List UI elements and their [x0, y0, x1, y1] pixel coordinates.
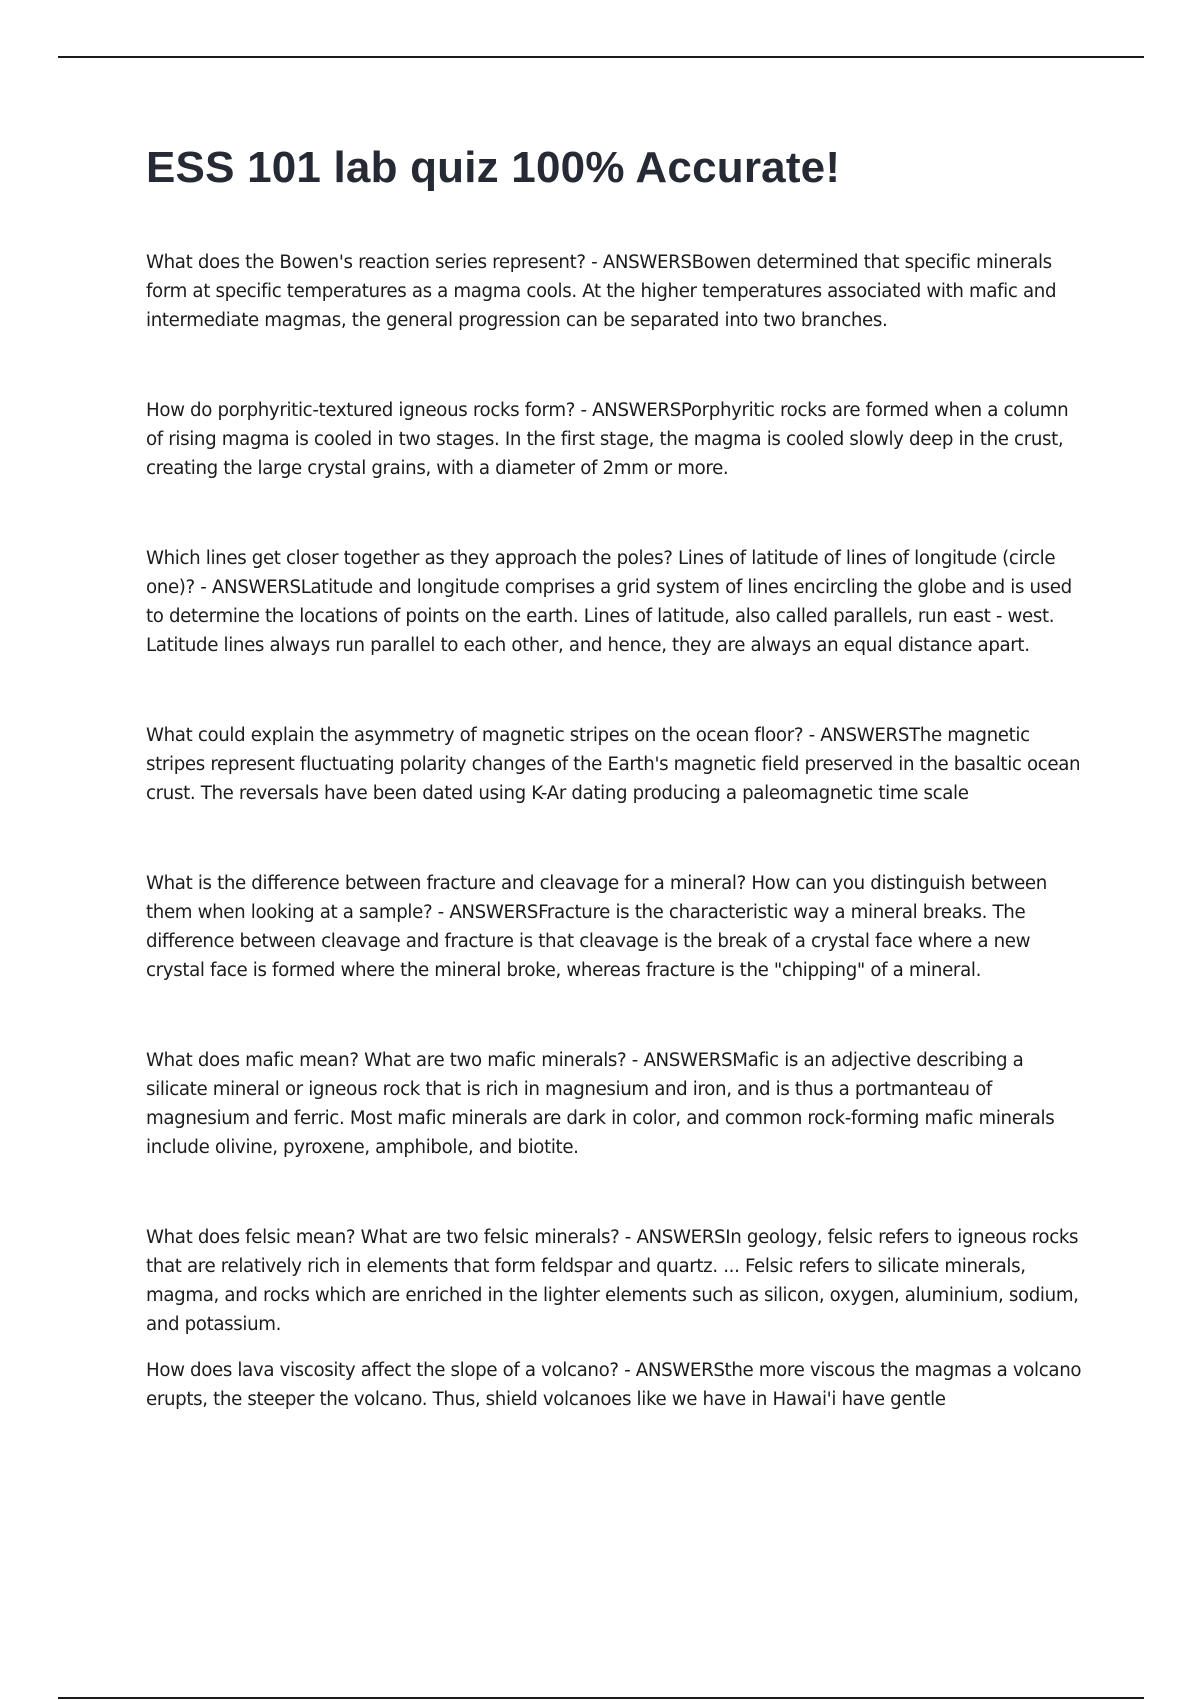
qa-entry-felsic: What does felsic mean? What are two felsic minerals? - ANSWERSIn geology, felsic refers to igneous rocks that are relatively rich in elements that form feldspar and quartz. ... Felsic refers to silicate minerals, magma, and rocks which are enriched in the lighter elements such as silicon, oxygen, aluminium, sodium, and potassium. — [146, 1227, 1079, 1335]
qa-entry-latitude: Which lines get closer together as they approach the poles? Lines of latitude of lines of longitude (circle one)? - ANSWERSLatitude and longitude comprises a grid system of lines encircling the globe and is used to determine the locations of points on the earth. Lines of latitude, also called parallels, run east - west. Latitude lines always run parallel to each other, and hence, they are always an equal distance apart. — [146, 548, 1072, 656]
document-body — [146, 140, 1086, 1414]
header-rule — [58, 56, 1144, 58]
qa-entry-lava-viscosity: How does lava viscosity affect the slope of a volcano? - ANSWERSthe more viscous the magmas a volcano erupts, the steeper the volcano. Thus, shield volcanoes like we have in Hawai'i have gentle — [146, 1360, 1082, 1410]
qa-entry-bowens-reaction: What does the Bowen's reaction series represent? - ANSWERSBowen determined that specific minerals form at specific temperatures as a magma cools. At the higher temperatures associated with mafic and intermediate magmas, the general progression can be separated into two branches. — [146, 252, 1057, 331]
qa-list — [146, 248, 1086, 1414]
qa-entry-porphyritic: How do porphyritic-textured igneous rocks form? - ANSWERSPorphyritic rocks are formed when a column of rising magma is cooled in two stages. In the first stage, the magma is cooled slowly deep in the crust, creating the large crystal grains, with a diameter of 2mm or more. — [146, 400, 1069, 479]
footer-rule — [58, 1697, 1144, 1699]
qa-entry-fracture-cleavage: What is the difference between fracture and cleavage for a mineral? How can you distinguish between them when looking at a sample? - ANSWERSFracture is the characteristic way a mineral breaks. The difference between cleavage and fracture is that cleavage is the break of a crystal face where a new crystal face is formed where the mineral broke, whereas fracture is the "chipping" of a mineral. — [146, 873, 1047, 981]
qa-entry-mafic: What does mafic mean? What are two mafic minerals? - ANSWERSMafic is an adjective describing a silicate mineral or igneous rock that is rich in magnesium and iron, and is thus a portmanteau of magnesium and ferric. Most mafic minerals are dark in color, and common rock-forming mafic minerals include olivine, pyroxene, amphibole, and biotite. — [146, 1050, 1055, 1158]
document-title: ESS 101 lab quiz 100% Accurate! — [146, 143, 841, 192]
qa-entry-magnetic-stripes: What could explain the asymmetry of magnetic stripes on the ocean floor? - ANSWERSThe magnetic stripes represent fluctuating polarity changes of the Earth's magnetic field preserved in the basaltic ocean crust. The reversals have been dated using K-Ar dating producing a paleomagnetic time scale — [146, 725, 1081, 804]
